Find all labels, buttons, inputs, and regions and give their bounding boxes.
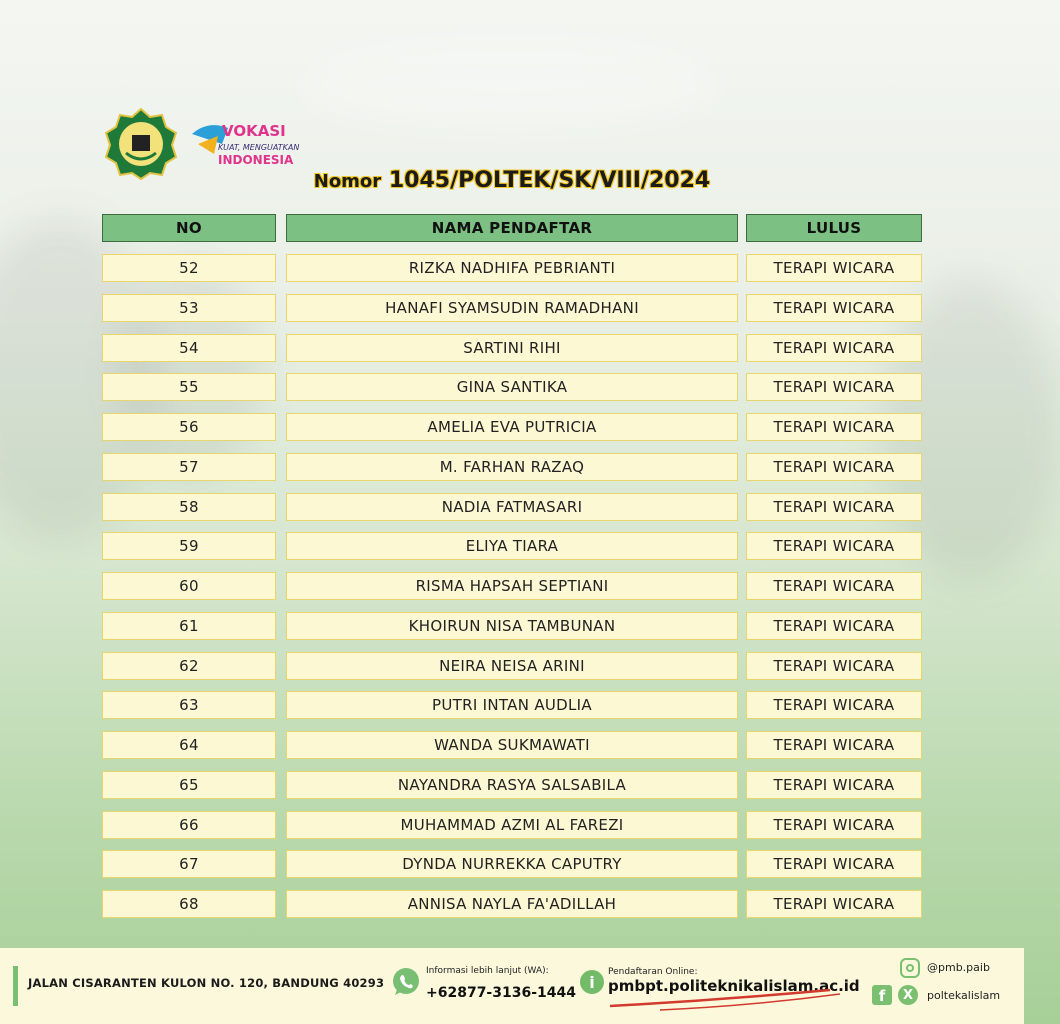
row-number-cell: 59 bbox=[102, 532, 276, 560]
row-number-cell: 62 bbox=[102, 652, 276, 680]
lulus-program-cell: TERAPI WICARA bbox=[746, 294, 922, 322]
applicant-name-cell: SARTINI RIHI bbox=[286, 334, 738, 362]
lulus-program-cell: TERAPI WICARA bbox=[746, 850, 922, 878]
table-row bbox=[102, 532, 922, 560]
svg-text:KUAT, MENGUATKAN: KUAT, MENGUATKAN bbox=[218, 143, 300, 152]
whatsapp-label: Informasi lebih lanjut (WA): bbox=[426, 966, 549, 976]
column-header-name: NAMA PENDAFTAR bbox=[286, 214, 738, 242]
applicant-name-cell: NEIRA NEISA ARINI bbox=[286, 652, 738, 680]
lulus-program-cell: TERAPI WICARA bbox=[746, 771, 922, 799]
lulus-program-cell: TERAPI WICARA bbox=[746, 532, 922, 560]
row-number-cell: 61 bbox=[102, 612, 276, 640]
applicant-name-cell: PUTRI INTAN AUDLIA bbox=[286, 691, 738, 719]
table-row bbox=[102, 453, 922, 481]
row-number-cell: 56 bbox=[102, 413, 276, 441]
table-row bbox=[102, 612, 922, 640]
lulus-program-cell: TERAPI WICARA bbox=[746, 493, 922, 521]
applicant-name-cell: DYNDA NURREKKA CAPUTRY bbox=[286, 850, 738, 878]
applicant-name-cell: AMELIA EVA PUTRICIA bbox=[286, 413, 738, 441]
table-row bbox=[102, 334, 922, 362]
applicant-name-cell: NAYANDRA RASYA SALSABILA bbox=[286, 771, 738, 799]
applicant-name-cell: KHOIRUN NISA TAMBUNAN bbox=[286, 612, 738, 640]
document-number bbox=[0, 168, 1024, 193]
svg-text:VOKASI: VOKASI bbox=[222, 122, 286, 140]
row-number-cell: 54 bbox=[102, 334, 276, 362]
lulus-program-cell: TERAPI WICARA bbox=[746, 453, 922, 481]
registration-label: Pendaftaran Online: bbox=[608, 967, 698, 977]
whatsapp-icon bbox=[390, 966, 422, 998]
applicant-name-cell: HANAFI SYAMSUDIN RAMADHANI bbox=[286, 294, 738, 322]
lulus-program-cell: TERAPI WICARA bbox=[746, 373, 922, 401]
applicant-name-cell: M. FARHAN RAZAQ bbox=[286, 453, 738, 481]
applicant-name-cell: WANDA SUKMAWATI bbox=[286, 731, 738, 759]
lulus-program-cell: TERAPI WICARA bbox=[746, 811, 922, 839]
lulus-program-cell: TERAPI WICARA bbox=[746, 413, 922, 441]
row-number-cell: 60 bbox=[102, 572, 276, 600]
row-number-cell: 67 bbox=[102, 850, 276, 878]
row-number-cell: 58 bbox=[102, 493, 276, 521]
applicant-name-cell: NADIA FATMASARI bbox=[286, 493, 738, 521]
table-row bbox=[102, 572, 922, 600]
row-number-cell: 64 bbox=[102, 731, 276, 759]
table-row bbox=[102, 413, 922, 441]
lulus-program-cell: TERAPI WICARA bbox=[746, 254, 922, 282]
row-number-cell: 57 bbox=[102, 453, 276, 481]
table-row bbox=[102, 373, 922, 401]
table-row bbox=[102, 652, 922, 680]
row-number-cell: 53 bbox=[102, 294, 276, 322]
applicant-name-cell: MUHAMMAD AZMI AL FAREZI bbox=[286, 811, 738, 839]
vokasi-logo-icon bbox=[188, 114, 300, 174]
column-header-lulus: LULUS bbox=[746, 214, 922, 242]
table-row bbox=[102, 691, 922, 719]
table-row bbox=[102, 254, 922, 282]
lulus-program-cell: TERAPI WICARA bbox=[746, 652, 922, 680]
social-handle[interactable]: poltekalislam bbox=[927, 989, 1001, 1002]
row-number-cell: 65 bbox=[102, 771, 276, 799]
lulus-program-cell: TERAPI WICARA bbox=[746, 572, 922, 600]
row-number-cell: 55 bbox=[102, 373, 276, 401]
instagram-icon[interactable] bbox=[900, 958, 920, 978]
row-number-cell: 63 bbox=[102, 691, 276, 719]
instagram-handle[interactable]: @pmb.paib bbox=[927, 961, 990, 974]
row-number-cell: 68 bbox=[102, 890, 276, 918]
applicant-name-cell: ELIYA TIARA bbox=[286, 532, 738, 560]
table-row bbox=[102, 493, 922, 521]
table-row bbox=[102, 811, 922, 839]
info-icon: i bbox=[580, 970, 604, 994]
registration-url-link[interactable]: pmbpt.politeknikalislam.ac.id bbox=[608, 977, 860, 995]
table-row bbox=[102, 771, 922, 799]
row-number-cell: 52 bbox=[102, 254, 276, 282]
applicant-name-cell: RISMA HAPSAH SEPTIANI bbox=[286, 572, 738, 600]
table-row bbox=[102, 890, 922, 918]
lulus-program-cell: TERAPI WICARA bbox=[746, 334, 922, 362]
facebook-icon[interactable]: f bbox=[872, 985, 892, 1005]
document-number-label: Nomor bbox=[313, 171, 382, 192]
table-row bbox=[102, 731, 922, 759]
row-number-cell: 66 bbox=[102, 811, 276, 839]
applicant-name-cell: GINA SANTIKA bbox=[286, 373, 738, 401]
svg-text:INDONESIA: INDONESIA bbox=[218, 153, 294, 167]
lulus-program-cell: TERAPI WICARA bbox=[746, 691, 922, 719]
applicant-name-cell: ANNISA NAYLA FA'ADILLAH bbox=[286, 890, 738, 918]
lulus-program-cell: TERAPI WICARA bbox=[746, 612, 922, 640]
lulus-program-cell: TERAPI WICARA bbox=[746, 890, 922, 918]
footer-accent-bar bbox=[13, 966, 18, 1006]
table-row bbox=[102, 294, 922, 322]
whatsapp-phone[interactable]: +62877-3136-1444 bbox=[426, 985, 576, 1001]
x-twitter-icon[interactable]: X bbox=[898, 985, 918, 1005]
table-row bbox=[102, 850, 922, 878]
applicant-name-cell: RIZKA NADHIFA PEBRIANTI bbox=[286, 254, 738, 282]
lulus-program-cell: TERAPI WICARA bbox=[746, 731, 922, 759]
underline-swoosh bbox=[600, 982, 850, 1012]
document-number-value: 1045/POLTEK/SK/VIII/2024 bbox=[388, 168, 711, 193]
table-header-row bbox=[102, 214, 922, 242]
column-header-no: NO bbox=[102, 214, 276, 242]
footer-address: JALAN CISARANTEN KULON NO. 120, BANDUNG 40293 bbox=[28, 976, 385, 990]
